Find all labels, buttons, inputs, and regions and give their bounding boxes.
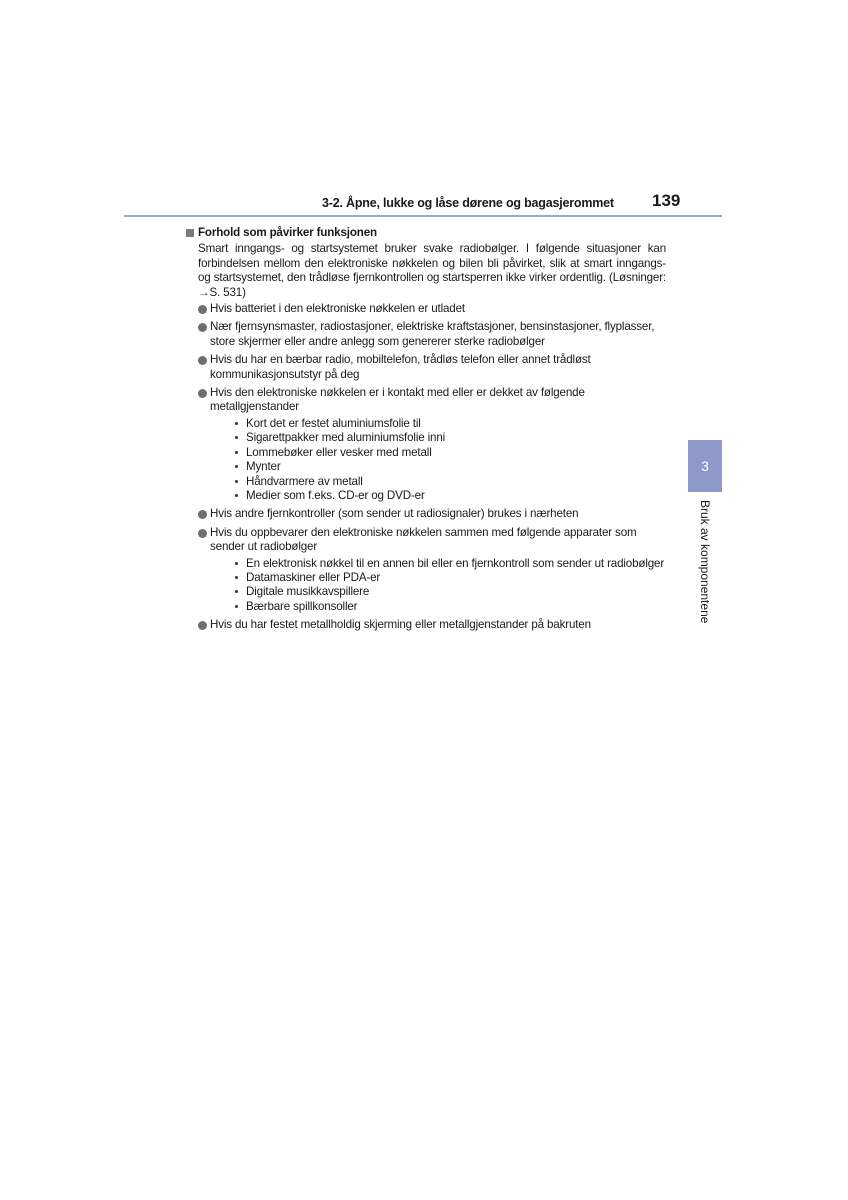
list-item	[186, 526, 666, 614]
chapter-number: 3	[701, 458, 709, 474]
sub-list-item-text: Kort det er festet aluminiumsfolie til	[246, 416, 421, 430]
small-dot-icon	[235, 480, 238, 483]
sub-list-item	[234, 446, 666, 460]
sub-list-item-text: Sigarettpakker med aluminiumsfolie inni	[246, 431, 446, 445]
small-dot-icon	[235, 590, 238, 593]
small-dot-icon	[235, 576, 238, 579]
main-content	[186, 226, 666, 637]
circle-bullet-icon	[198, 323, 207, 332]
section-heading	[186, 226, 666, 240]
list-item	[186, 507, 666, 521]
sub-list	[210, 417, 666, 503]
list-item-text: Hvis du har en bærbar radio, mobiltelefon, trådløs telefon eller annet trådløst kommunikasjonsutstyr på deg	[210, 353, 591, 381]
sub-list-item	[234, 600, 666, 614]
chapter-side-label: Bruk av komponentene	[698, 500, 712, 624]
list-item	[186, 353, 666, 382]
sub-list-item	[234, 417, 666, 431]
list-item-text: Hvis du har festet metallholdig skjerming eller metallgjenstander på bakruten	[210, 618, 591, 632]
small-dot-icon	[235, 436, 238, 439]
sub-list-item-text: Bærbare spillkonsoller	[246, 599, 358, 613]
sub-list-item-text: En elektronisk nøkkel til en annen bil eller en fjernkontroll som sender ut radiobølger	[246, 556, 665, 570]
sub-list-item	[234, 431, 666, 445]
sub-list-item	[234, 475, 666, 489]
section-heading-text: Forhold som påvirker funksjonen	[198, 226, 377, 239]
list-item	[186, 302, 666, 316]
circle-bullet-icon	[198, 389, 207, 398]
list-item-text: Hvis andre fjernkontroller (som sender ut radiosignaler) brukes i nærheten	[210, 507, 579, 521]
sub-list-item	[234, 571, 666, 585]
circle-bullet-icon	[198, 621, 207, 630]
small-dot-icon	[235, 494, 238, 497]
header-section-title: 3-2. Åpne, lukke og låse dørene og bagasjerommet	[322, 196, 614, 210]
sub-list-item-text: Mynter	[246, 460, 281, 474]
small-dot-icon	[235, 422, 238, 425]
list-item-text: Hvis du oppbevarer den elektroniske nøkkelen sammen med følgende apparater som sender ut radiobølger	[210, 525, 637, 554]
list-item-text: Nær fjernsynsmaster, radiostasjoner, elektriske kraftstasjoner, bensinstasjoner, flyplasser, store skjermer eller andre anlegg som genererer sterke radiobølger	[210, 320, 655, 348]
circle-bullet-icon	[198, 305, 207, 314]
bullet-list	[186, 302, 666, 633]
circle-bullet-icon	[198, 510, 207, 519]
list-item	[186, 618, 666, 632]
sub-list-item	[234, 585, 666, 599]
circle-bullet-icon	[198, 529, 207, 538]
intro-paragraph: Smart inngangs- og startsystemet bruker svake radiobølger. I følgende situasjoner kan forbindelsen mellom den elektroniske nøkkelen og bilen bli påvirket, slik at smart inngangs- og startsystemet, den trådløse fjernkontrollen og startsperren ikke virker ordentlig. (Løsninger: →S. 531)	[198, 242, 666, 299]
small-dot-icon	[235, 451, 238, 454]
small-dot-icon	[235, 605, 238, 608]
small-dot-icon	[235, 465, 238, 468]
circle-bullet-icon	[198, 356, 207, 365]
list-item	[186, 386, 666, 503]
square-bullet-icon	[186, 229, 194, 237]
sub-list	[210, 557, 666, 615]
sub-list-item	[234, 460, 666, 474]
chapter-tab	[688, 440, 722, 492]
small-dot-icon	[235, 562, 238, 565]
sub-list-item-text: Håndvarmere av metall	[246, 474, 363, 488]
list-item-text: Hvis den elektroniske nøkkelen er i kontakt med eller er dekket av følgende metallgjenstander	[210, 386, 585, 414]
sub-list-item-text: Datamaskiner eller PDA-er	[246, 570, 381, 584]
page-number: 139	[652, 191, 681, 210]
sub-list-item-text: Digitale musikkavspillere	[246, 585, 370, 599]
sub-list-item	[234, 557, 666, 571]
sub-list-item-text: Medier som f.eks. CD-er og DVD-er	[246, 488, 425, 502]
header-divider	[124, 215, 722, 217]
list-item-text: Hvis batteriet i den elektroniske nøkkelen er utladet	[210, 302, 465, 316]
sub-list-item	[234, 489, 666, 503]
list-item	[186, 320, 666, 349]
sub-list-item-text: Lommebøker eller vesker med metall	[246, 445, 432, 459]
